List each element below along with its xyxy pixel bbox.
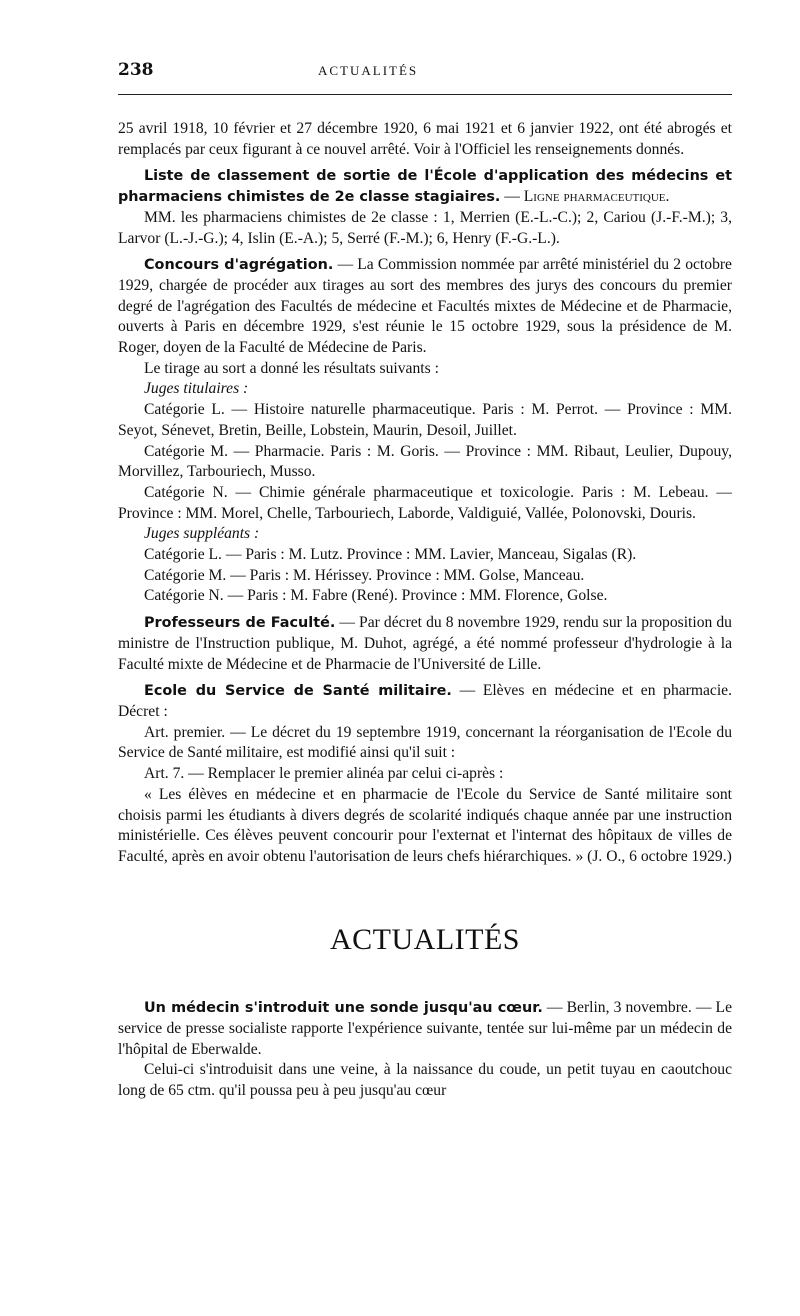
page-number: 238: [118, 60, 154, 80]
paragraph-classement-list: MM. les pharmaciens chimistes de 2e classe : 1, Merrien (E.-L.-C.); 2, Cariou (J.-F.-M.); 3, Larvor (L.-J.-G.); 4, Islin (E.-A.); 5, Serré (F.-M.); 6, Henry (F.-G.-L.).: [118, 208, 732, 247]
professeurs-text: — Par décret du 8 novembre 1929, rendu sur la proposition du ministre de l'Instruction publique, M. Duhot, agrégé, a été nommé professeur d'hydrologie à la Faculté mixte de Médecine et de Pharmacie de l'Université de Lille.: [118, 614, 732, 673]
categorie-n-suppleants: Catégorie N. — Paris : M. Fabre (René). Province : MM. Florence, Golse.: [144, 587, 608, 605]
heading-ecole-sante: Ecole du Service de Santé militaire.: [144, 683, 452, 700]
categorie-l-titulaires: Catégorie L. — Histoire naturelle pharmaceutique. Paris : M. Perrot. — Province : MM. Seyot, Sénevet, Bretin, Beille, Lobstein, Maurin, Desoil, Juillet.: [118, 401, 732, 439]
running-title: ACTUALITÉS: [318, 63, 419, 78]
sonde-text: — Berlin, 3 novembre. — Le service de presse socialiste rapporte l'expérience suivante, tentée sur lui-même par un médecin de l'hôpital de Eberwalde.: [118, 999, 732, 1058]
sonde-continuation: Celui-ci s'introduisit dans une veine, à la naissance du coude, un petit tuyau en caoutchouc long de 65 ctm. qu'il poussa peu à peu jusqu'au cœur: [118, 1061, 732, 1100]
heading-agregation: Concours d'agrégation.: [144, 257, 334, 274]
categorie-l-suppleants: Catégorie L. — Paris : M. Lutz. Province : MM. Lavier, Manceau, Sigalas (R).: [144, 546, 637, 564]
article-premier: Art. premier. — Le décret du 19 septembre 1919, concernant la réorganisation de l'Ecole du Service de Santé militaire, est modifié ainsi qu'il suit :: [118, 723, 732, 762]
categorie-m-suppleants: Catégorie M. — Paris : M. Hérissey. Province : MM. Golse, Manceau.: [144, 566, 585, 584]
paragraph-abrogation: 25 avril 1918, 10 février et 27 décembre 1920, 6 mai 1921 et 6 janvier 1922, ont été abrogés et remplacés par ceux figurant à ce nouvel arrêté. Voir à l'Officiel les renseignements donnés.: [118, 120, 732, 158]
heading-classement: Liste de classement de sortie de l'École d'application des médecins et pharmaciens chimistes de 2e classe stagiaires.: [118, 168, 732, 206]
paragraph-professeurs: [118, 613, 732, 675]
paragraph-agregation: [118, 255, 732, 359]
juges-titulaires-label: Juges titulaires :: [144, 380, 249, 398]
agregation-text: — La Commission nommée par arrêté ministériel du 2 octobre 1929, chargée de procéder aux tirages au sort des membres des jurys des concours du premier degré de l'agrégation des Facultés de médecine et Facultés mixtes de Médecine et de Pharmacie, ouverts à Paris en décembre 1929, s'est réunie le 15 octobre 1929, sous la présidence de M. Roger, doyen de la Faculté de Médecine de Paris.: [118, 256, 732, 357]
article-quote: « Les élèves en médecine et en pharmacie de l'Ecole du Service de Santé militaire sont choisis parmi les étudiants à divers degrés de scolarité indiqués chaque année par une instruction ministérielle. Ces élèves peuvent concourir pour l'externat et l'internat des hôpitaux de villes de Faculté, après en avoir obtenu l'autorisation de leurs chefs hiérarchiques. » (J. O., 6 octobre 1929.): [118, 785, 732, 865]
source-ligne: — Ligne pharmaceutique.: [504, 188, 670, 206]
page-header: [118, 60, 732, 95]
page-body: [118, 119, 732, 1102]
article-7: Art. 7. — Remplacer le premier alinéa par celui ci-après :: [144, 765, 504, 783]
paragraph-sonde: [118, 998, 732, 1060]
ecole-sante-text: — Elèves en médecine et en pharmacie. Décret :: [118, 682, 732, 720]
categorie-n-titulaires: Catégorie N. — Chimie générale pharmaceutique et toxicologie. Paris : M. Lebeau. — Province : MM. Morel, Chelle, Tarbouriech, Laborde, Valdiguié, Vallée, Polonovski, Douris.: [118, 483, 732, 522]
page: [118, 60, 732, 1102]
categorie-m-titulaires: Catégorie M. — Pharmacie. Paris : M. Goris. — Province : MM. Ribaut, Leulier, Dupouy, Morvillez, Tarbouriech, Musso.: [118, 442, 732, 481]
juges-suppleants-label: Juges suppléants :: [144, 525, 260, 543]
agregation-intro: Le tirage au sort a donné les résultats suivants :: [144, 359, 439, 377]
paragraph-ecole-sante: [118, 681, 732, 722]
heading-professeurs: Professeurs de Faculté.: [144, 615, 336, 632]
paragraph-classement: [118, 166, 732, 207]
heading-sonde: Un médecin s'introduit une sonde jusqu'au cœur.: [144, 1000, 543, 1017]
section-title: ACTUALITÉS: [330, 922, 520, 956]
